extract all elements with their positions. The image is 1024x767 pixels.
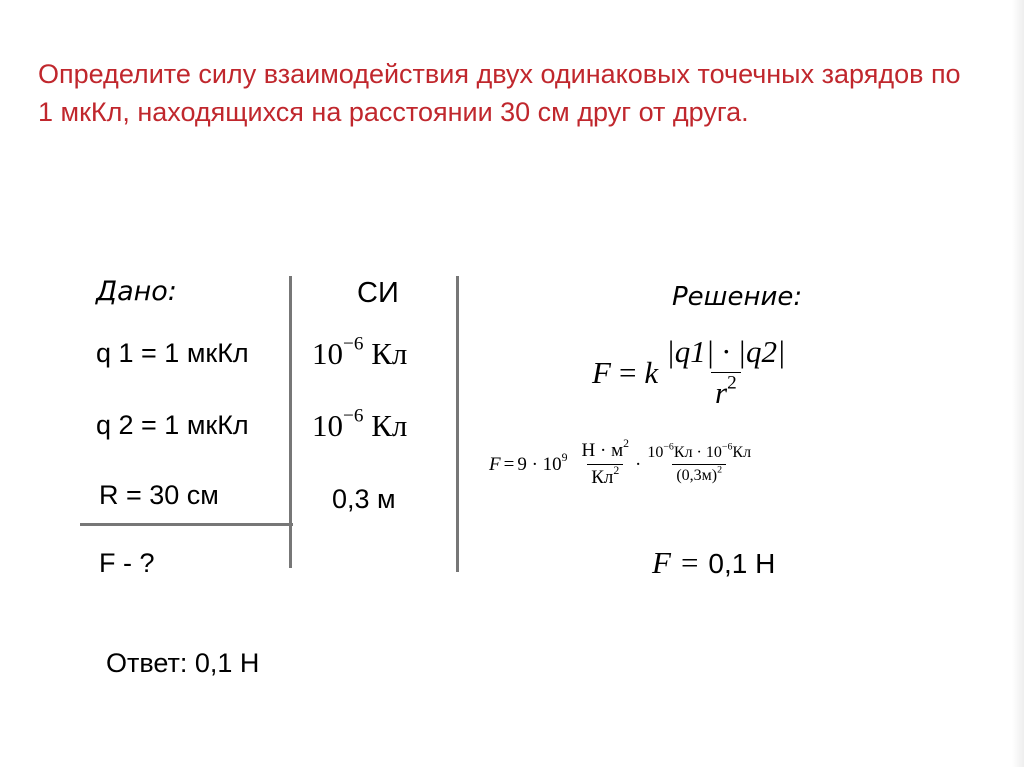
sub-unit-num-text: Н · м bbox=[581, 440, 624, 461]
result-value: 0,1 Н bbox=[708, 548, 776, 579]
sub-unit-num-exp: 2 bbox=[623, 437, 630, 451]
sub-val-num-exp2: −6 bbox=[721, 441, 733, 453]
formula-den-base: r bbox=[715, 375, 728, 410]
sub-coef bbox=[517, 450, 568, 476]
si-q2-unit: Кл bbox=[371, 408, 408, 443]
given-q1: q 1 = 1 мкКл bbox=[96, 338, 249, 368]
sub-dot: · bbox=[635, 453, 642, 475]
result-eq: = bbox=[680, 545, 699, 580]
formula-denominator bbox=[711, 372, 741, 411]
formula-k: k bbox=[644, 354, 659, 390]
si-r: 0,3 м bbox=[332, 484, 396, 514]
si-q1-unit: Кл bbox=[371, 336, 408, 371]
sub-unit-num bbox=[578, 437, 633, 464]
slide-edge bbox=[1012, 0, 1024, 767]
sub-unit-den-exp: 2 bbox=[613, 464, 620, 478]
sub-val-den bbox=[672, 464, 726, 485]
sub-val-num-base: 10 bbox=[647, 444, 664, 461]
given-q2: q 2 = 1 мкКл bbox=[96, 410, 249, 440]
sub-unit-den-text: Кл bbox=[591, 467, 614, 488]
sub-coef-exp: 9 bbox=[561, 450, 568, 464]
sub-val-num-exp: −6 bbox=[663, 441, 674, 453]
given-underline bbox=[80, 523, 293, 526]
sub-unit-fraction bbox=[578, 437, 633, 489]
problem-statement: Определите силу взаимодействия двух одинаковых точечных зарядов по 1 мкКл, находящихся на расстоянии 30 см друг от друга. bbox=[38, 59, 961, 127]
si-header: СИ bbox=[357, 277, 399, 309]
answer: Ответ: 0,1 Н bbox=[106, 648, 260, 678]
result-lhs: F bbox=[652, 545, 671, 580]
formula-numerator: |q1| · |q2| bbox=[666, 334, 786, 369]
si-divider bbox=[456, 276, 459, 572]
solution-header: Решение: bbox=[672, 282, 803, 312]
sub-lhs: F bbox=[489, 453, 501, 475]
si-q2-exp: −6 bbox=[343, 405, 364, 427]
si-q1 bbox=[312, 333, 408, 372]
substitution-formula bbox=[489, 437, 755, 489]
given-r: R = 30 см bbox=[99, 480, 219, 510]
formula-fraction bbox=[662, 334, 789, 411]
sub-value-fraction bbox=[643, 441, 755, 485]
sub-unit-den bbox=[587, 464, 623, 489]
formula-den-exp: 2 bbox=[727, 372, 737, 394]
formula-eq: = bbox=[618, 354, 637, 390]
sub-val-den-text: (0,3м) bbox=[676, 467, 718, 484]
result-formula bbox=[652, 545, 775, 581]
si-q2 bbox=[312, 405, 408, 444]
formula-lhs: F bbox=[592, 354, 611, 390]
sub-val-num bbox=[643, 441, 755, 464]
sub-eq: = bbox=[503, 453, 515, 475]
si-q2-base: 10 bbox=[312, 408, 343, 443]
si-q1-base: 10 bbox=[312, 336, 343, 371]
sub-val-den-exp: 2 bbox=[717, 464, 723, 476]
si-q1-exp: −6 bbox=[343, 333, 364, 355]
given-header: Дано: bbox=[96, 276, 177, 307]
sub-coef-base: 9 · 10 bbox=[517, 453, 562, 475]
sub-val-num-mid: Кл · 10 bbox=[673, 444, 722, 461]
sub-val-num-end: Кл bbox=[732, 444, 752, 461]
given-find: F - ? bbox=[99, 548, 155, 578]
coulomb-formula bbox=[592, 334, 790, 411]
